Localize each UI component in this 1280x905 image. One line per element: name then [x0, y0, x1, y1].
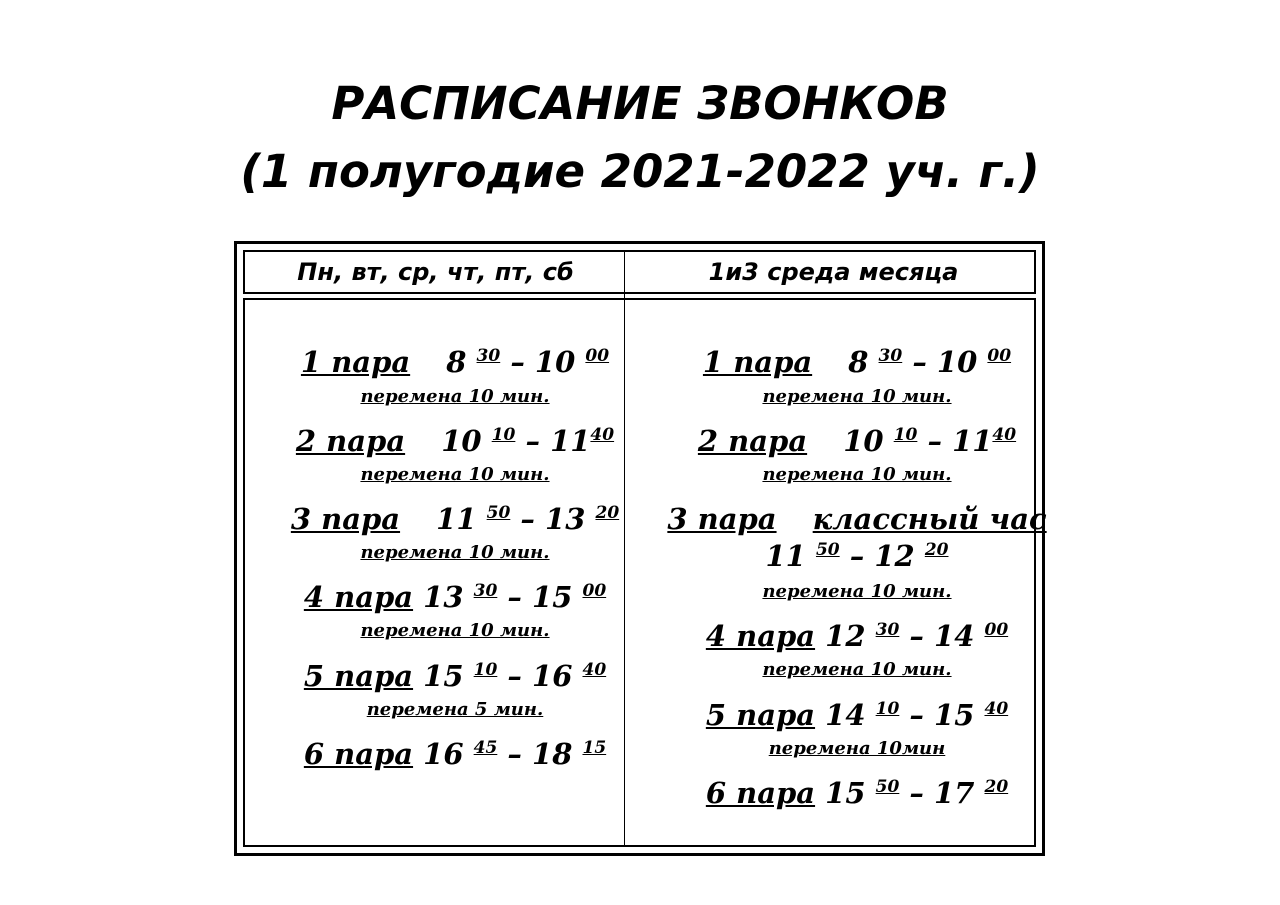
end-minute: 20	[924, 540, 949, 560]
list-item: 11 $^{50}$ – 12 $^{20}$	[765, 539, 949, 573]
start-minute: 45	[473, 738, 498, 758]
table-body	[243, 298, 1047, 847]
end-hour: 16	[532, 659, 573, 693]
start-minute: 10	[893, 425, 918, 445]
table-header	[243, 250, 1036, 294]
start-minute: 50	[486, 503, 511, 523]
pair-label: 2 пара	[295, 424, 406, 458]
end-minute: 00	[984, 620, 1009, 640]
end-hour: 10	[534, 345, 576, 379]
list-item: 1 пара 8 $^{30}$ – 10 $^{00}$	[300, 345, 610, 379]
pair-label: 6 пара	[705, 776, 816, 810]
start-hour: 14	[825, 698, 866, 732]
end-hour: 17	[934, 776, 975, 810]
end-hour: 13	[545, 502, 586, 536]
pair-label: 1 пара	[702, 345, 813, 379]
break-label: перемена 10 мин.	[360, 542, 550, 563]
list-item: 5 пара 14 $^{10}$ – 15 $^{40}$	[705, 698, 1009, 732]
start-minute: 10	[875, 699, 900, 719]
pair-label: 3 пара	[290, 502, 401, 536]
pair-label: 2 пара	[697, 424, 808, 458]
start-minute: 50	[815, 540, 840, 560]
end-minute: 00	[582, 581, 607, 601]
list-item: 2 пара 10 $^{10} - 11^{40}$	[295, 424, 615, 458]
schedule-table	[234, 241, 1045, 856]
end-minute: 40	[992, 425, 1017, 445]
end-minute: 20	[595, 503, 620, 523]
pair-label: 5 пара	[705, 698, 816, 732]
break-label: перемена 10 мин.	[762, 386, 952, 407]
start-hour: 16	[423, 737, 464, 771]
pair-label: 4 пара	[303, 580, 414, 614]
start-minute: 30	[476, 346, 501, 366]
class-hour-note: классный час	[812, 502, 1047, 536]
list-item: 4 пара 13 $^{30}$ – 15 $^{00}$	[303, 580, 607, 614]
start-minute: 30	[878, 346, 903, 366]
list-item: 3 пара 11 $^{50}$ – 13 $^{20}$	[290, 502, 620, 536]
end-minute: 00	[585, 346, 610, 366]
end-minute: 15	[582, 738, 607, 758]
break-label: перемена 10 мин.	[762, 659, 952, 680]
break-label: перемена 10 мин.	[360, 620, 550, 641]
end-hour: 18	[532, 737, 573, 771]
start-minute: 50	[875, 777, 900, 797]
start-minute: 30	[875, 620, 900, 640]
start-hour: 12	[825, 619, 866, 653]
break-label: перемена 10 мин.	[360, 386, 550, 407]
end-hour: 14	[934, 619, 975, 653]
end-hour: 10	[936, 345, 978, 379]
list-item	[642, 501, 1072, 537]
end-minute: 00	[987, 346, 1012, 366]
break-label: перемена 5 мин.	[366, 699, 544, 720]
break-label: перемена 10 мин.	[360, 464, 550, 485]
start-minute: 10	[473, 660, 498, 680]
header-weekdays: Пн, вт, ср, чт, пт, сб	[297, 258, 574, 286]
list-item: 5 пара 15 $^{10}$ – 16 $^{40}$	[303, 659, 607, 693]
start-hour: 11	[765, 539, 806, 573]
start-hour: 8	[848, 345, 869, 379]
list-item: 6 пара 15 $^{50}$ – 17 $^{20}$	[705, 776, 1009, 810]
start-hour: 10	[843, 424, 884, 458]
header-wednesday: 1и3 среда месяца	[708, 258, 959, 286]
page-title: РАСПИСАНИЕ ЗВОНКОВ	[331, 77, 949, 130]
end-hour: 11	[550, 424, 591, 458]
break-label: перемена 10мин	[768, 738, 946, 759]
start-minute: 10	[491, 425, 516, 445]
start-hour: 15	[825, 776, 866, 810]
end-hour: 12	[874, 539, 915, 573]
pair-label: 6 пара	[303, 737, 414, 771]
pair-label: 4 пара	[705, 619, 816, 653]
start-hour: 15	[423, 659, 464, 693]
page-subtitle: (1 полугодие 2021-2022 уч. г.)	[240, 145, 1040, 198]
end-minute: 20	[984, 777, 1009, 797]
list-item: 6 пара 16 $^{45}$ – 18 $^{15}$	[303, 737, 607, 771]
pair-label: 5 пара	[303, 659, 414, 693]
start-hour: 10	[441, 424, 482, 458]
break-label: перемена 10 мин.	[762, 581, 952, 602]
pair-label: 3 пара	[667, 502, 777, 536]
column-divider	[624, 250, 625, 847]
start-minute: 30	[473, 581, 498, 601]
start-hour: 13	[423, 580, 464, 614]
end-minute: 40	[582, 660, 607, 680]
end-hour: 11	[952, 424, 993, 458]
end-hour: 15	[532, 580, 573, 614]
start-hour: 8	[446, 345, 467, 379]
list-item: 4 пара 12 $^{30}$ – 14 $^{00}$	[705, 619, 1009, 653]
end-minute: 40	[590, 425, 615, 445]
start-hour: 11	[436, 502, 477, 536]
end-hour: 15	[934, 698, 975, 732]
list-item: 2 пара 10 $^{10} - 11^{40}$	[697, 424, 1017, 458]
list-item: 1 пара 8 $^{30}$ – 10 $^{00}$	[702, 345, 1012, 379]
end-minute: 40	[984, 699, 1009, 719]
break-label: перемена 10 мин.	[762, 464, 952, 485]
pair-label: 1 пара	[300, 345, 411, 379]
